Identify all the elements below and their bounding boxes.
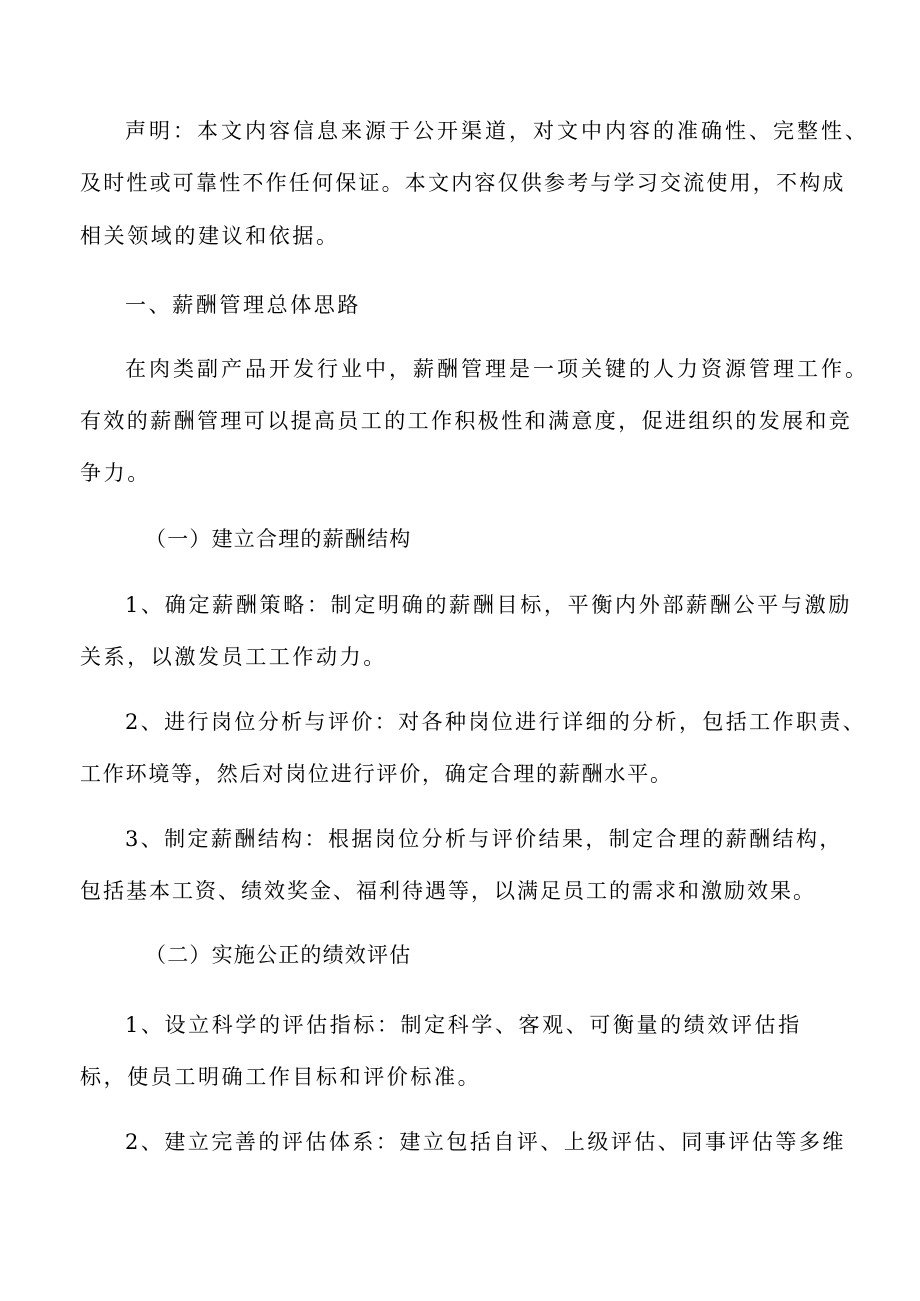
subsection-heading: （二）实施公正的绩效评估 xyxy=(145,943,412,967)
list-item-line: 包括基本工资、绩效奖金、福利待遇等，以满足员工的需求和激励效果。 xyxy=(80,879,816,903)
list-item-line: 关系，以激发员工工作动力。 xyxy=(80,645,387,669)
intro-line: 在肉类副产品开发行业中，薪酬管理是一项关键的人力资源管理工作。 xyxy=(125,357,869,381)
subsection-heading: （一）建立合理的薪酬结构 xyxy=(145,527,412,551)
list-item-line: 工作环境等，然后对岗位进行评价，确定合理的薪酬水平。 xyxy=(80,762,673,786)
intro-line: 有效的薪酬管理可以提高员工的工作积极性和满意度，促进组织的发展和竞 xyxy=(80,409,853,433)
list-item-line: 2、进行岗位分析与评价：对各种岗位进行详细的分析，包括工作职责、 xyxy=(125,710,867,734)
disclaimer-line: 及时性或可靠性不作任何保证。本文内容仅供参考与学习交流使用，不构成 xyxy=(80,171,846,195)
list-item-line: 标，使员工明确工作目标和评价标准。 xyxy=(80,1065,482,1089)
disclaimer-line: 相关领域的建议和依据。 xyxy=(80,224,340,248)
intro-line: 争力。 xyxy=(80,461,151,485)
section-heading: 一、薪酬管理总体思路 xyxy=(125,293,361,317)
list-item-line: 3、制定薪酬结构：根据岗位分析与评价结果，制定合理的薪酬结构， xyxy=(125,827,843,851)
list-item-line: 1、确定薪酬策略：制定明确的薪酬目标，平衡内外部薪酬公平与激励 xyxy=(125,593,853,617)
disclaimer-line: 声明：本文内容信息来源于公开渠道，对文中内容的准确性、完整性、 xyxy=(125,119,869,143)
list-item-line: 1、设立科学的评估指标：制定科学、客观、可衡量的绩效评估指 xyxy=(125,1013,802,1037)
list-item-line: 2、建立完善的评估体系：建立包括自评、上级评估、同事评估等多维 xyxy=(125,1130,846,1154)
